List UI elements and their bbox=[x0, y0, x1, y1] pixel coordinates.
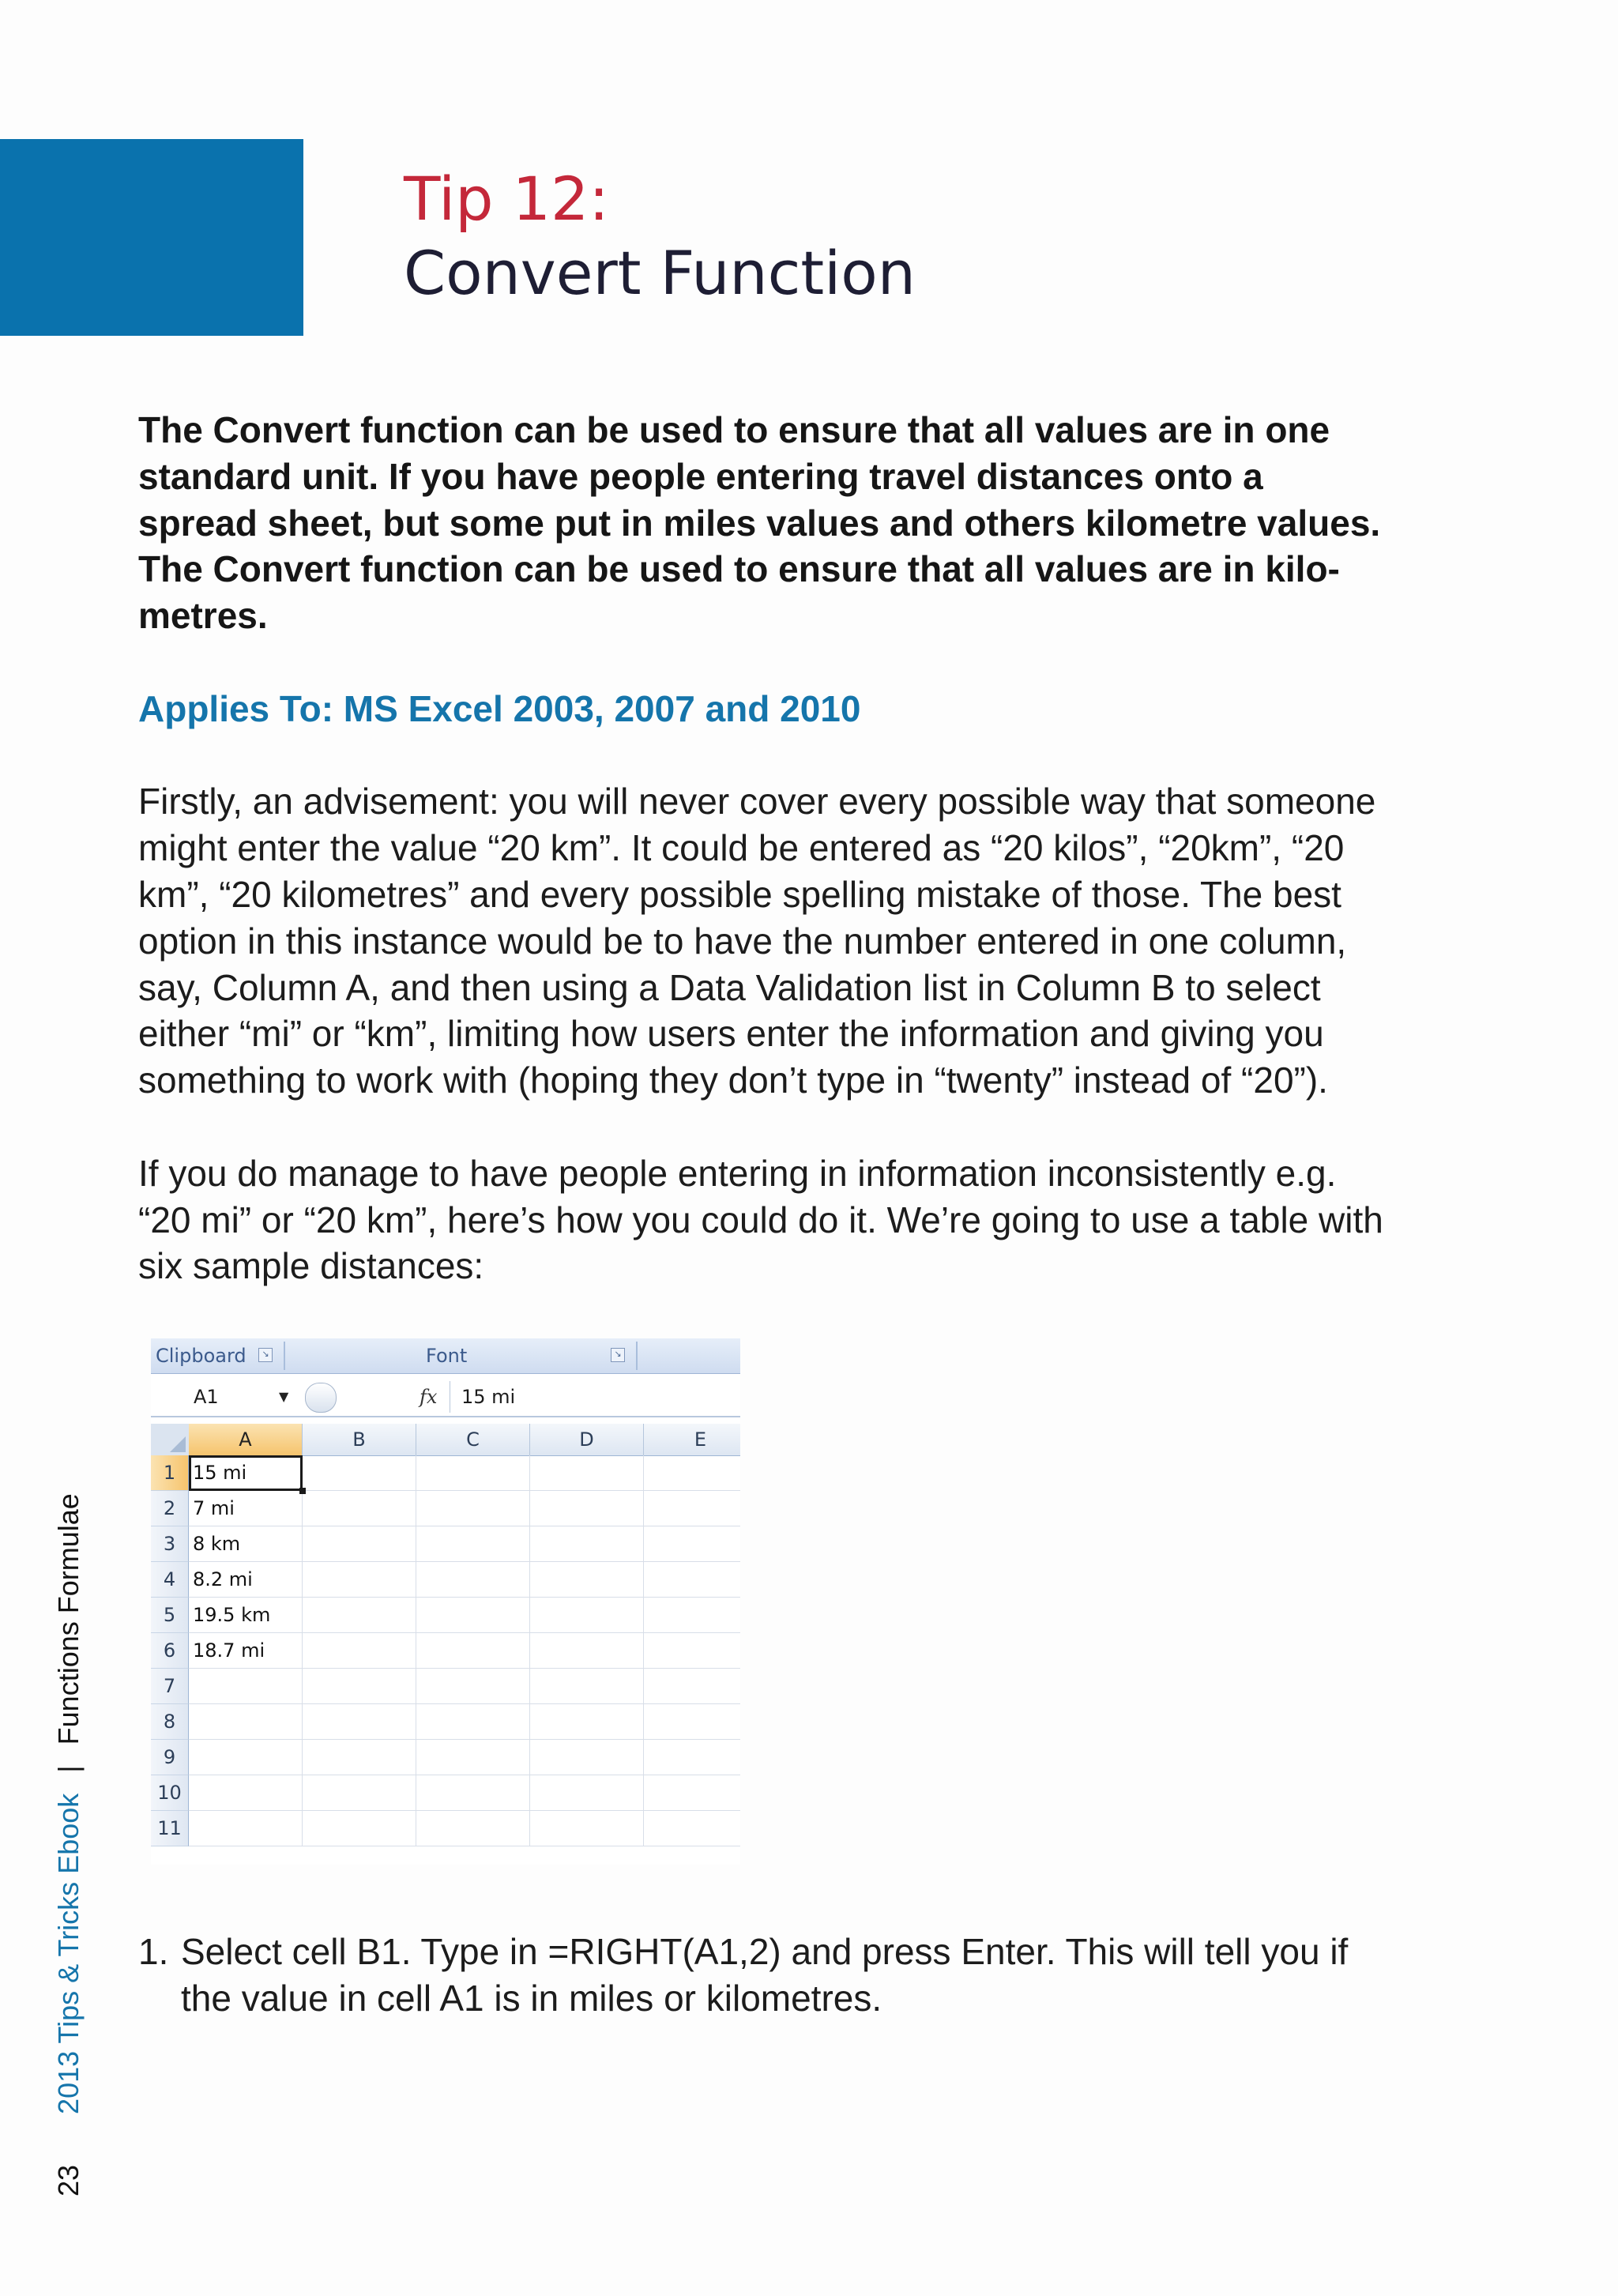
cell-e4[interactable] bbox=[644, 1562, 740, 1598]
step-line: Select cell B1. Type in =RIGHT(A1,2) and press Enter. This will tell you if bbox=[181, 1931, 1349, 1972]
cell-d4[interactable] bbox=[530, 1562, 644, 1598]
column-header-c[interactable]: C bbox=[416, 1424, 530, 1455]
intro-line: standard unit. If you have people entering travel distances onto a bbox=[138, 455, 1263, 497]
cell-e7[interactable] bbox=[644, 1669, 740, 1704]
ribbon-divider bbox=[636, 1342, 638, 1370]
name-box-value: A1 bbox=[194, 1386, 219, 1408]
table-row bbox=[151, 1562, 740, 1598]
cell-e1[interactable] bbox=[644, 1455, 740, 1491]
cell-d11[interactable] bbox=[530, 1811, 644, 1846]
side-caption bbox=[52, 1493, 85, 2196]
cell-b1[interactable] bbox=[303, 1455, 416, 1491]
name-box[interactable] bbox=[151, 1381, 305, 1413]
formula-bar-resize-handle[interactable] bbox=[305, 1383, 337, 1413]
cell-e10[interactable] bbox=[644, 1775, 740, 1811]
table-row bbox=[151, 1455, 740, 1491]
page-number: 23 bbox=[52, 2164, 85, 2196]
formula-bar bbox=[151, 1379, 740, 1417]
table-intro-paragraph bbox=[138, 1150, 1481, 1289]
cell-d5[interactable] bbox=[530, 1598, 644, 1633]
step-line: the value in cell A1 is in miles or kilometres. bbox=[181, 1977, 882, 2019]
row-header[interactable]: 8 bbox=[151, 1704, 189, 1740]
column-header-b[interactable]: B bbox=[303, 1424, 416, 1455]
para-line: might enter the value “20 km”. It could be entered as “20 kilos”, “20km”, “20 bbox=[138, 827, 1345, 869]
font-launcher-icon[interactable]: ↘ bbox=[611, 1348, 625, 1362]
header-color-block bbox=[0, 139, 303, 336]
clipboard-launcher-icon[interactable]: ↘ bbox=[258, 1348, 273, 1362]
table-row bbox=[151, 1811, 740, 1846]
cell-c6[interactable] bbox=[416, 1633, 530, 1669]
cell-c1[interactable] bbox=[416, 1455, 530, 1491]
cell-a2[interactable]: 7 mi bbox=[189, 1491, 303, 1526]
table-row bbox=[151, 1740, 740, 1775]
cell-d10[interactable] bbox=[530, 1775, 644, 1811]
formula-input[interactable]: 15 mi bbox=[450, 1381, 740, 1413]
cell-d3[interactable] bbox=[530, 1526, 644, 1562]
cell-a7[interactable] bbox=[189, 1669, 303, 1704]
row-header[interactable]: 11 bbox=[151, 1811, 189, 1846]
row-header[interactable]: 2 bbox=[151, 1491, 189, 1526]
para-line: option in this instance would be to have the number entered in one column, bbox=[138, 920, 1347, 962]
cell-b2[interactable] bbox=[303, 1491, 416, 1526]
cell-d6[interactable] bbox=[530, 1633, 644, 1669]
row-header[interactable]: 7 bbox=[151, 1669, 189, 1704]
cell-b6[interactable] bbox=[303, 1633, 416, 1669]
cell-b11[interactable] bbox=[303, 1811, 416, 1846]
intro-paragraph bbox=[138, 407, 1481, 639]
cell-e3[interactable] bbox=[644, 1526, 740, 1562]
caption-separator: | bbox=[52, 1765, 85, 1773]
cell-d1[interactable] bbox=[530, 1455, 644, 1491]
column-header-a[interactable]: A bbox=[189, 1424, 303, 1455]
cell-b5[interactable] bbox=[303, 1598, 416, 1633]
cell-a9[interactable] bbox=[189, 1740, 303, 1775]
table-row bbox=[151, 1526, 740, 1562]
cell-c11[interactable] bbox=[416, 1811, 530, 1846]
excel-screenshot bbox=[151, 1338, 740, 1865]
column-header-row bbox=[151, 1424, 740, 1456]
cell-a10[interactable] bbox=[189, 1775, 303, 1811]
para-line: “20 mi” or “20 km”, here’s how you could do it. We’re going to use a table with bbox=[138, 1199, 1383, 1240]
cell-e8[interactable] bbox=[644, 1704, 740, 1740]
row-header[interactable]: 10 bbox=[151, 1775, 189, 1811]
ribbon-bar bbox=[151, 1338, 740, 1374]
cell-a11[interactable] bbox=[189, 1811, 303, 1846]
cell-b10[interactable] bbox=[303, 1775, 416, 1811]
section-name: Functions Formulae bbox=[52, 1493, 85, 1745]
cell-c3[interactable] bbox=[416, 1526, 530, 1562]
cell-c2[interactable] bbox=[416, 1491, 530, 1526]
column-header-e[interactable]: E bbox=[644, 1424, 740, 1455]
select-all-corner[interactable] bbox=[151, 1424, 190, 1455]
page-title: Convert Function bbox=[404, 238, 916, 308]
para-line: something to work with (hoping they don’t type in “twenty” instead of “20”). bbox=[138, 1060, 1328, 1101]
table-row bbox=[151, 1633, 740, 1669]
cell-b7[interactable] bbox=[303, 1669, 416, 1704]
cell-d9[interactable] bbox=[530, 1740, 644, 1775]
cell-e6[interactable] bbox=[644, 1633, 740, 1669]
cell-c8[interactable] bbox=[416, 1704, 530, 1740]
cell-b3[interactable] bbox=[303, 1526, 416, 1562]
ribbon-divider bbox=[284, 1342, 285, 1370]
advisement-paragraph bbox=[138, 778, 1481, 1104]
table-row bbox=[151, 1775, 740, 1811]
title-block bbox=[404, 162, 916, 311]
para-line: If you do manage to have people entering in information inconsistently e.g. bbox=[138, 1152, 1337, 1194]
cell-e2[interactable] bbox=[644, 1491, 740, 1526]
cell-c5[interactable] bbox=[416, 1598, 530, 1633]
row-header[interactable]: 3 bbox=[151, 1526, 189, 1562]
list-item bbox=[138, 1929, 1481, 2022]
insert-function-icon[interactable]: fx bbox=[420, 1386, 438, 1408]
row-header[interactable]: 9 bbox=[151, 1740, 189, 1775]
para-line: say, Column A, and then using a Data Validation list in Column B to select bbox=[138, 966, 1321, 1008]
row-header[interactable]: 4 bbox=[151, 1562, 189, 1598]
cell-a8[interactable] bbox=[189, 1704, 303, 1740]
table-row bbox=[151, 1704, 740, 1740]
cell-e5[interactable] bbox=[644, 1598, 740, 1633]
row-header[interactable]: 1 bbox=[151, 1455, 189, 1491]
para-line: six sample distances: bbox=[138, 1245, 484, 1287]
cell-d8[interactable] bbox=[530, 1704, 644, 1740]
table-row bbox=[151, 1598, 740, 1633]
cell-a3[interactable]: 8 km bbox=[189, 1526, 303, 1562]
intro-line: The Convert function can be used to ensure that all values are in kilo- bbox=[138, 548, 1340, 590]
column-header-d[interactable]: D bbox=[530, 1424, 644, 1455]
para-line: km”, “20 kilometres” and every possible spelling mistake of those. The best bbox=[138, 873, 1341, 915]
row-header[interactable]: 5 bbox=[151, 1598, 189, 1633]
intro-line: metres. bbox=[138, 595, 268, 637]
cell-c9[interactable] bbox=[416, 1740, 530, 1775]
intro-line: spread sheet, but some put in miles values and others kilometre values. bbox=[138, 502, 1381, 544]
cell-a4[interactable]: 8.2 mi bbox=[189, 1562, 303, 1598]
steps-list bbox=[138, 1929, 1481, 2022]
ribbon-group-font[interactable]: Font bbox=[426, 1345, 468, 1367]
cell-b9[interactable] bbox=[303, 1740, 416, 1775]
para-line: Firstly, an advisement: you will never cover every possible way that someone bbox=[138, 781, 1376, 822]
cell-c7[interactable] bbox=[416, 1669, 530, 1704]
row-header[interactable]: 6 bbox=[151, 1633, 189, 1669]
cell-d7[interactable] bbox=[530, 1669, 644, 1704]
para-line: either “mi” or “km”, limiting how users enter the information and giving you bbox=[138, 1013, 1324, 1055]
tip-label: Tip 12: bbox=[404, 164, 609, 234]
intro-line: The Convert function can be used to ensure that all values are in one bbox=[138, 409, 1330, 450]
cell-c10[interactable] bbox=[416, 1775, 530, 1811]
cell-e11[interactable] bbox=[644, 1811, 740, 1846]
cell-a1[interactable]: 15 mi bbox=[189, 1455, 303, 1491]
body-content bbox=[138, 407, 1481, 1289]
cell-b8[interactable] bbox=[303, 1704, 416, 1740]
applies-to: Applies To: MS Excel 2003, 2007 and 2010 bbox=[138, 687, 861, 729]
table-row bbox=[151, 1669, 740, 1704]
cell-a5[interactable]: 19.5 km bbox=[189, 1598, 303, 1633]
cell-c4[interactable] bbox=[416, 1562, 530, 1598]
cell-a6[interactable]: 18.7 mi bbox=[189, 1633, 303, 1669]
table-row bbox=[151, 1491, 740, 1526]
ebook-title: 2013 Tips & Tricks Ebook bbox=[52, 1793, 85, 2114]
ribbon-group-clipboard[interactable]: Clipboard bbox=[156, 1345, 246, 1367]
step-number: 1. bbox=[138, 1931, 169, 1972]
chevron-down-icon[interactable]: ▼ bbox=[279, 1389, 289, 1404]
cell-e9[interactable] bbox=[644, 1740, 740, 1775]
cell-b4[interactable] bbox=[303, 1562, 416, 1598]
cell-d2[interactable] bbox=[530, 1491, 644, 1526]
